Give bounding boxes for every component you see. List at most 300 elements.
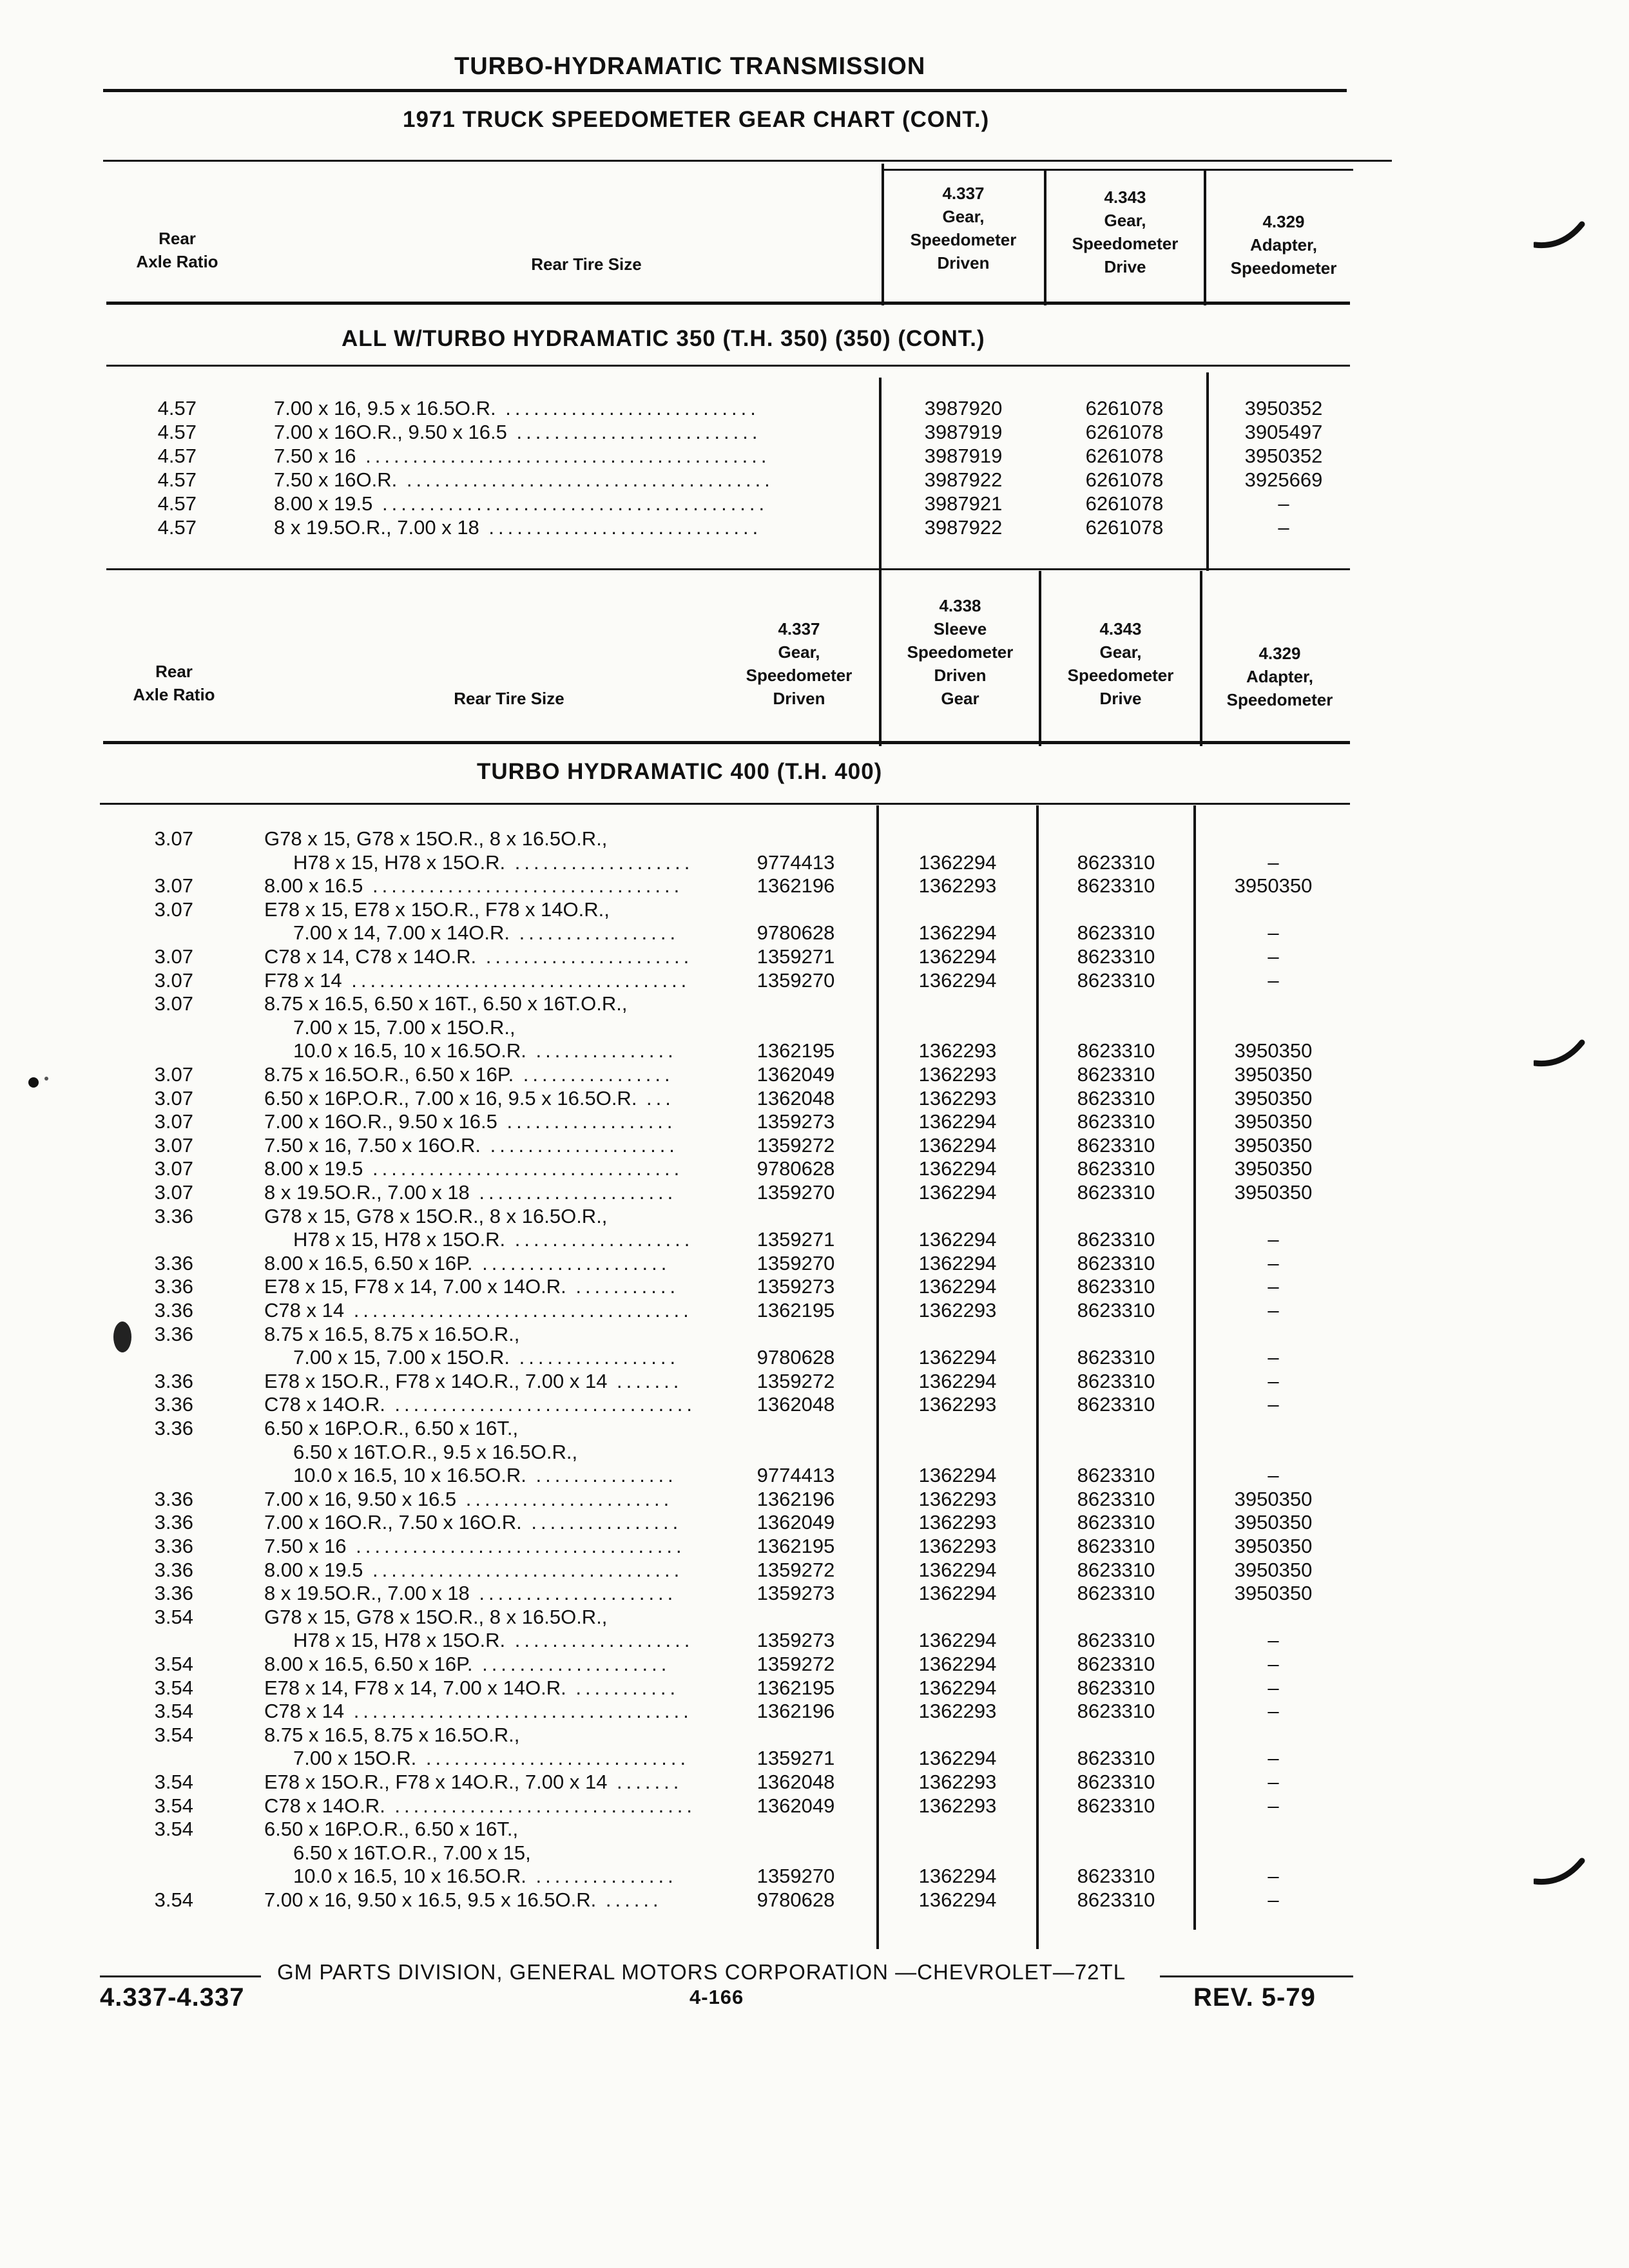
tire-size: 8.75 x 16.5O.R., 6.50 x 16P. ................ <box>264 1063 674 1086</box>
table-row <box>0 1275 1629 1298</box>
speedometer-adapter: – <box>1268 1771 1279 1793</box>
speedometer-driven-gear: 1359270 <box>757 1865 835 1887</box>
sleeve-driven-gear: 1362294 <box>918 921 997 944</box>
speedometer-adapter: – <box>1268 1865 1279 1887</box>
sleeve-driven-gear: 1362293 <box>918 874 997 897</box>
table-row <box>0 1063 1629 1086</box>
table-row <box>0 1110 1629 1133</box>
tire-size: 8 x 19.5O.R., 7.00 x 18 ..................... <box>264 1181 677 1204</box>
leader-dots: ..................... <box>469 1181 677 1204</box>
speedometer-drive-gear: 6261078 <box>1085 445 1164 467</box>
axle-ratio: 3.54 <box>154 1677 193 1699</box>
speedometer-driven-gear: 1362195 <box>757 1299 835 1321</box>
speedometer-drive-gear: 8623310 <box>1077 1370 1155 1392</box>
sleeve-driven-gear: 1362294 <box>918 1252 997 1274</box>
speedometer-adapter: – <box>1268 1370 1279 1392</box>
axle-ratio: 4.57 <box>157 468 197 491</box>
table-row <box>0 1370 1629 1393</box>
speedometer-adapter: 3950350 <box>1234 874 1313 897</box>
sleeve-driven-gear: 1362294 <box>918 1346 997 1369</box>
sleeve-driven-gear: 1362294 <box>918 1747 997 1769</box>
axle-ratio: 3.36 <box>154 1299 193 1321</box>
t2-header-ratio: Rear Axle Ratio <box>133 662 215 704</box>
speedometer-driven-gear: 1359273 <box>757 1110 835 1133</box>
footer-section-code: 4.337-4.337 <box>100 1983 245 2012</box>
axle-ratio: 3.07 <box>154 1134 193 1157</box>
leader-dots: ....................................... <box>397 468 774 491</box>
speedometer-driven-gear: 1359271 <box>757 1747 835 1769</box>
axle-ratio: 3.36 <box>154 1370 193 1392</box>
title-rule <box>103 89 1347 92</box>
tire-size: 7.50 x 16, 7.50 x 16O.R. .................... <box>264 1134 679 1157</box>
speedometer-drive-gear: 8623310 <box>1077 945 1155 968</box>
leader-dots: ............................. <box>479 516 762 539</box>
speedometer-drive-gear: 6261078 <box>1085 421 1164 443</box>
axle-ratio: 3.54 <box>154 1771 193 1793</box>
axle-ratio: 3.54 <box>154 1700 193 1722</box>
table-row <box>0 492 1629 515</box>
tire-size: 8.00 x 16.5, 6.50 x 16P. .................... <box>264 1252 671 1274</box>
leader-dots: ...... <box>596 1888 662 1911</box>
t2-header-adapter: 4.329 Adapter, Speedometer <box>1226 644 1333 709</box>
speedometer-drive-gear: 8623310 <box>1077 1677 1155 1699</box>
t2-header-driven: 4.337 Gear, Speedometer Driven <box>746 619 853 708</box>
tire-size: 6.50 x 16P.O.R., 6.50 x 16T., <box>264 1818 519 1840</box>
table-row <box>0 1134 1629 1157</box>
speedometer-drive-gear: 8623310 <box>1077 1464 1155 1486</box>
sleeve-driven-gear: 1362294 <box>918 1559 997 1581</box>
speedometer-drive-gear: 8623310 <box>1077 1629 1155 1651</box>
speedometer-driven-gear: 1362196 <box>757 1700 835 1722</box>
table-row <box>0 1677 1629 1700</box>
table-row <box>0 468 1629 492</box>
tire-size: 6.50 x 16P.O.R., 6.50 x 16T., <box>264 1417 519 1439</box>
axle-ratio: 3.36 <box>154 1582 193 1604</box>
speedometer-driven-gear: 9780628 <box>757 1888 835 1911</box>
sleeve-driven-gear: 1362294 <box>918 1865 997 1887</box>
sleeve-driven-gear: 1362293 <box>918 1299 997 1321</box>
t1-bottom-rule <box>106 568 1350 570</box>
axle-ratio: 3.54 <box>154 1724 193 1746</box>
speedometer-adapter: – <box>1268 1747 1279 1769</box>
table-row <box>0 1606 1629 1629</box>
axle-ratio: 3.54 <box>154 1794 193 1817</box>
t1-header-tire: Rear Tire Size <box>531 255 642 274</box>
speedometer-driven-gear: 3987919 <box>924 445 1003 467</box>
speedometer-drive-gear: 8623310 <box>1077 1110 1155 1133</box>
table-row-continuation <box>0 1346 1629 1369</box>
speedometer-drive-gear: 8623310 <box>1077 1039 1155 1062</box>
speedometer-adapter: – <box>1268 1228 1279 1251</box>
table-row-continuation <box>0 1629 1629 1652</box>
tire-size: 8.00 x 16.5 ................................. <box>264 874 684 897</box>
footer-page-number: 4-166 <box>689 1986 744 2008</box>
speedometer-drive-gear: 8623310 <box>1077 1559 1155 1581</box>
sleeve-driven-gear: 1362294 <box>918 1888 997 1911</box>
speedometer-driven-gear: 1359273 <box>757 1275 835 1298</box>
axle-ratio: 3.07 <box>154 945 193 968</box>
sleeve-driven-gear: 1362293 <box>918 1393 997 1416</box>
speedometer-adapter: 3905497 <box>1244 421 1323 443</box>
tire-size: 8 x 19.5O.R., 7.00 x 18 ............................. <box>274 516 762 539</box>
leader-dots: ....... <box>607 1370 683 1392</box>
axle-ratio: 3.07 <box>154 992 193 1015</box>
leader-dots: ................................. <box>363 874 684 897</box>
axle-ratio: 4.57 <box>157 516 197 539</box>
leader-dots: ................ <box>514 1063 674 1086</box>
table-row <box>0 1181 1629 1204</box>
speedometer-adapter: – <box>1268 851 1279 874</box>
tire-size: C78 x 14O.R. ................................ <box>264 1794 697 1817</box>
leader-dots: ...................... <box>456 1488 673 1510</box>
speedometer-driven-gear: 1359272 <box>757 1653 835 1675</box>
tire-size: 7.00 x 16O.R., 9.50 x 16.5 .......................... <box>274 421 762 443</box>
sleeve-driven-gear: 1362293 <box>918 1039 997 1062</box>
leader-dots: ................. <box>510 1346 680 1369</box>
speedometer-driven-gear: 1362196 <box>757 874 835 897</box>
subtitle-rule <box>103 160 1392 162</box>
sleeve-driven-gear: 1362293 <box>918 1511 997 1533</box>
t1-header-driven: 4.337 Gear, Speedometer Driven <box>910 184 1017 273</box>
leader-dots: .................................... <box>344 1700 693 1722</box>
speedometer-adapter: – <box>1268 1629 1279 1651</box>
tire-size: 7.50 x 16 ................................... <box>264 1535 686 1557</box>
speedometer-driven-gear: 1359270 <box>757 969 835 992</box>
speedometer-drive-gear: 8623310 <box>1077 1865 1155 1887</box>
sleeve-driven-gear: 1362294 <box>918 1134 997 1157</box>
t2-header-bottom-rule <box>103 741 1350 744</box>
speedometer-adapter: – <box>1268 1794 1279 1817</box>
speedometer-driven-gear: 9780628 <box>757 1157 835 1180</box>
tire-size: 8.00 x 19.5 ................................. <box>264 1157 684 1180</box>
table-row-continuation <box>0 921 1629 945</box>
table-row-continuation <box>0 1747 1629 1770</box>
table-row <box>0 1794 1629 1818</box>
speedometer-adapter: – <box>1268 1275 1279 1298</box>
speedometer-adapter: 3950350 <box>1234 1134 1313 1157</box>
speedometer-adapter: – <box>1268 921 1279 944</box>
sleeve-driven-gear: 1362294 <box>918 1370 997 1392</box>
tire-size: G78 x 15, G78 x 15O.R., 8 x 16.5O.R., <box>264 1205 608 1227</box>
t2-section-rule <box>100 803 1350 805</box>
leader-dots: ................... <box>505 1629 694 1651</box>
speedometer-driven-gear: 1359271 <box>757 945 835 968</box>
tire-size: 7.00 x 14, 7.00 x 14O.R. ................. <box>293 921 680 944</box>
speedometer-drive-gear: 8623310 <box>1077 1771 1155 1793</box>
table-row <box>0 1417 1629 1440</box>
sleeve-driven-gear: 1362293 <box>918 1087 997 1110</box>
speedometer-adapter: – <box>1268 1252 1279 1274</box>
leader-dots: ...................... <box>476 945 693 968</box>
speedometer-driven-gear: 9780628 <box>757 1346 835 1369</box>
table-row <box>0 1205 1629 1228</box>
speedometer-adapter: – <box>1268 1346 1279 1369</box>
table-row <box>0 1488 1629 1511</box>
speedometer-driven-gear: 3987920 <box>924 397 1003 419</box>
speedometer-drive-gear: 8623310 <box>1077 1582 1155 1604</box>
tire-size: G78 x 15, G78 x 15O.R., 8 x 16.5O.R., <box>264 1606 608 1628</box>
tire-size: 7.00 x 16, 9.5 x 16.5O.R. ........................... <box>274 397 760 419</box>
speedometer-adapter: 3950352 <box>1244 445 1323 467</box>
table-row-continuation <box>0 1464 1629 1487</box>
binder-mark-3 <box>1534 1856 1585 1894</box>
tire-size: G78 x 15, G78 x 15O.R., 8 x 16.5O.R., <box>264 827 608 850</box>
table-row <box>0 397 1629 420</box>
table-row-continuation <box>0 1441 1629 1464</box>
speedometer-adapter: – <box>1268 1464 1279 1486</box>
speedometer-adapter: – <box>1268 1888 1279 1911</box>
table-row <box>0 1818 1629 1841</box>
sleeve-driven-gear: 1362294 <box>918 1275 997 1298</box>
speedometer-drive-gear: 8623310 <box>1077 969 1155 992</box>
speedometer-adapter: – <box>1268 969 1279 992</box>
speedometer-driven-gear: 1362048 <box>757 1771 835 1793</box>
tire-size: 7.00 x 16, 9.50 x 16.5 ...................... <box>264 1488 673 1510</box>
speedometer-driven-gear: 9774413 <box>757 1464 835 1486</box>
axle-ratio: 3.36 <box>154 1275 193 1298</box>
speedometer-driven-gear: 1362195 <box>757 1039 835 1062</box>
axle-ratio: 3.36 <box>154 1511 193 1533</box>
table-row <box>0 874 1629 898</box>
tire-size: 7.00 x 15, 7.00 x 15O.R. ................. <box>293 1346 680 1369</box>
axle-ratio: 3.36 <box>154 1205 193 1227</box>
speck-mark-2 <box>106 1314 139 1366</box>
speedometer-adapter: 3950350 <box>1234 1181 1313 1204</box>
sleeve-driven-gear: 1362294 <box>918 945 997 968</box>
speedometer-driven-gear: 1359273 <box>757 1629 835 1651</box>
speedometer-driven-gear: 3987922 <box>924 516 1003 539</box>
leader-dots: .................. <box>497 1110 677 1133</box>
sleeve-driven-gear: 1362293 <box>918 1700 997 1722</box>
table-row <box>0 1535 1629 1558</box>
leader-dots: ..................... <box>469 1582 677 1604</box>
tire-size: E78 x 14, F78 x 14, 7.00 x 14O.R. ........... <box>264 1677 680 1699</box>
tire-size: 10.0 x 16.5, 10 x 16.5O.R. ............... <box>293 1464 677 1486</box>
tire-size: 7.00 x 16O.R., 7.50 x 16O.R. ................ <box>264 1511 682 1533</box>
speedometer-driven-gear: 1362195 <box>757 1677 835 1699</box>
leader-dots: ............... <box>526 1464 677 1486</box>
tire-size: 6.50 x 16P.O.R., 7.00 x 16, 9.5 x 16.5O.R. ... <box>264 1087 675 1110</box>
table-row <box>0 1724 1629 1747</box>
table-row <box>0 1087 1629 1110</box>
tire-size: 8.75 x 16.5, 8.75 x 16.5O.R., <box>264 1724 520 1746</box>
sleeve-driven-gear: 1362293 <box>918 1535 997 1557</box>
leader-dots: .......................... <box>506 421 762 443</box>
speedometer-drive-gear: 8623310 <box>1077 921 1155 944</box>
table-row-continuation <box>0 851 1629 874</box>
tire-size: 7.50 x 16O.R. ....................................... <box>274 468 774 491</box>
table-row <box>0 945 1629 968</box>
t1-header-bottom-rule <box>106 302 1350 305</box>
leader-dots: ......................................... <box>372 492 769 515</box>
speedometer-drive-gear: 8623310 <box>1077 1252 1155 1274</box>
table-row <box>0 898 1629 921</box>
tire-size: C78 x 14 .................................... <box>264 1299 693 1321</box>
speedometer-adapter: – <box>1278 492 1289 515</box>
tire-size: H78 x 15, H78 x 15O.R. ................... <box>293 851 694 874</box>
footer-publisher: GM PARTS DIVISION, GENERAL MOTORS CORPORATION —CHEVROLET—72TL <box>277 1960 1126 1984</box>
table-row <box>0 1157 1629 1180</box>
tire-size: 10.0 x 16.5, 10 x 16.5O.R. ............... <box>293 1865 677 1887</box>
axle-ratio: 3.54 <box>154 1606 193 1628</box>
axle-ratio: 3.36 <box>154 1393 193 1416</box>
table-row <box>0 1393 1629 1416</box>
speedometer-drive-gear: 8623310 <box>1077 1653 1155 1675</box>
leader-dots: ............... <box>526 1865 677 1887</box>
speedometer-drive-gear: 8623310 <box>1077 1275 1155 1298</box>
speedometer-driven-gear: 1362195 <box>757 1535 835 1557</box>
speedometer-driven-gear: 1359270 <box>757 1181 835 1204</box>
leader-dots: ............................ <box>416 1747 690 1769</box>
speedometer-drive-gear: 8623310 <box>1077 1888 1155 1911</box>
speedometer-driven-gear: 9780628 <box>757 921 835 944</box>
sleeve-driven-gear: 1362294 <box>918 1677 997 1699</box>
tire-size: C78 x 14O.R. ................................ <box>264 1393 697 1416</box>
speedometer-drive-gear: 8623310 <box>1077 874 1155 897</box>
table-row-continuation <box>0 1228 1629 1251</box>
sleeve-driven-gear: 1362293 <box>918 1771 997 1793</box>
table-row-continuation <box>0 1841 1629 1865</box>
tire-size: 7.00 x 15, 7.00 x 15O.R., <box>293 1016 516 1039</box>
t1-section-rule <box>106 365 1350 367</box>
t1-section-title: ALL W/TURBO HYDRAMATIC 350 (T.H. 350) (350) (CONT.) <box>342 326 985 351</box>
axle-ratio: 3.36 <box>154 1535 193 1557</box>
speedometer-adapter: – <box>1268 1653 1279 1675</box>
speedometer-driven-gear: 3987922 <box>924 468 1003 491</box>
tire-size: F78 x 14 .................................... <box>264 969 691 992</box>
table-row <box>0 1700 1629 1723</box>
speedometer-driven-gear: 1359272 <box>757 1134 835 1157</box>
table-row <box>0 1511 1629 1534</box>
speedometer-drive-gear: 8623310 <box>1077 1700 1155 1722</box>
speedometer-adapter: 3950350 <box>1234 1511 1313 1533</box>
axle-ratio: 3.07 <box>154 827 193 850</box>
sleeve-driven-gear: 1362293 <box>918 1063 997 1086</box>
speedometer-driven-gear: 1362049 <box>757 1063 835 1086</box>
speedometer-adapter: – <box>1268 1393 1279 1416</box>
speedometer-adapter: 3950350 <box>1234 1110 1313 1133</box>
leader-dots: ................................... <box>346 1535 686 1557</box>
leader-dots: ........................................... <box>356 445 771 467</box>
t1-header-drive: 4.343 Gear, Speedometer Drive <box>1072 187 1179 276</box>
table-row <box>0 1653 1629 1676</box>
page-title: TURBO-HYDRAMATIC TRANSMISSION <box>454 53 926 80</box>
tire-size: 7.50 x 16 ........................................... <box>274 445 771 467</box>
tire-size: C78 x 14, C78 x 14O.R. ...................... <box>264 945 693 968</box>
tire-size: E78 x 15, F78 x 14, 7.00 x 14O.R. ........... <box>264 1275 680 1298</box>
speedometer-adapter: 3950350 <box>1234 1063 1313 1086</box>
leader-dots: ................................ <box>385 1393 697 1416</box>
tire-size: 7.00 x 16, 9.50 x 16.5, 9.5 x 16.5O.R. ...... <box>264 1888 662 1911</box>
table-row <box>0 1252 1629 1275</box>
axle-ratio: 3.36 <box>154 1417 193 1439</box>
leader-dots: ................................. <box>363 1559 684 1581</box>
tire-size: C78 x 14 .................................... <box>264 1700 693 1722</box>
sleeve-driven-gear: 1362294 <box>918 1653 997 1675</box>
speedometer-adapter: 3950350 <box>1234 1488 1313 1510</box>
table-row <box>0 1888 1629 1912</box>
tire-size: 6.50 x 16T.O.R., 9.5 x 16.5O.R., <box>293 1441 578 1463</box>
axle-ratio: 3.54 <box>154 1653 193 1675</box>
speedometer-adapter: 3950350 <box>1234 1559 1313 1581</box>
tire-size: 8.00 x 19.5 ................................. <box>264 1559 684 1581</box>
tire-size: 6.50 x 16T.O.R., 7.00 x 15, <box>293 1841 531 1864</box>
speedometer-drive-gear: 8623310 <box>1077 1087 1155 1110</box>
leader-dots: ........................... <box>496 397 760 419</box>
axle-ratio: 3.36 <box>154 1488 193 1510</box>
tire-size: E78 x 15, E78 x 15O.R., F78 x 14O.R., <box>264 898 610 921</box>
speedometer-drive-gear: 8623310 <box>1077 851 1155 874</box>
binder-mark-1 <box>1534 219 1585 258</box>
axle-ratio: 3.07 <box>154 1087 193 1110</box>
tire-size: E78 x 15O.R., F78 x 14O.R., 7.00 x 14 ....... <box>264 1370 683 1392</box>
speck-mark-1 <box>24 1070 57 1095</box>
table-row <box>0 1323 1629 1346</box>
sleeve-driven-gear: 1362293 <box>918 1794 997 1817</box>
speedometer-drive-gear: 6261078 <box>1085 492 1164 515</box>
speedometer-adapter: 3950350 <box>1234 1157 1313 1180</box>
leader-dots: ................................. <box>363 1157 684 1180</box>
t2-header-tire: Rear Tire Size <box>454 689 564 708</box>
speedometer-driven-gear: 3987919 <box>924 421 1003 443</box>
sleeve-driven-gear: 1362294 <box>918 1582 997 1604</box>
leader-dots: .................... <box>472 1252 671 1274</box>
axle-ratio: 3.54 <box>154 1818 193 1840</box>
axle-ratio: 3.36 <box>154 1559 193 1581</box>
table-row <box>0 516 1629 539</box>
table-row <box>0 1299 1629 1322</box>
tire-size: 8.75 x 16.5, 6.50 x 16T., 6.50 x 16T.O.R., <box>264 992 628 1015</box>
speedometer-adapter: – <box>1268 1299 1279 1321</box>
speedometer-adapter: 3950350 <box>1234 1535 1313 1557</box>
speedometer-driven-gear: 1359272 <box>757 1370 835 1392</box>
t2-section-title: TURBO HYDRAMATIC 400 (T.H. 400) <box>477 759 883 784</box>
speedometer-drive-gear: 6261078 <box>1085 516 1164 539</box>
axle-ratio: 4.57 <box>157 445 197 467</box>
leader-dots: ........... <box>566 1275 680 1298</box>
axle-ratio: 3.36 <box>154 1323 193 1345</box>
axle-ratio: 4.57 <box>157 397 197 419</box>
table-row <box>0 421 1629 444</box>
t1-header-top-rule <box>883 169 1353 171</box>
table-row-continuation <box>0 1865 1629 1888</box>
speedometer-drive-gear: 8623310 <box>1077 1157 1155 1180</box>
table-row <box>0 1559 1629 1582</box>
speedometer-adapter: 3925669 <box>1244 468 1323 491</box>
t1-header-adapter: 4.329 Adapter, Speedometer <box>1230 212 1337 278</box>
speedometer-adapter: – <box>1268 1677 1279 1699</box>
axle-ratio: 3.07 <box>154 1157 193 1180</box>
sleeve-driven-gear: 1362293 <box>918 1488 997 1510</box>
sleeve-driven-gear: 1362294 <box>918 1629 997 1651</box>
leader-dots: ................................ <box>385 1794 697 1817</box>
speedometer-driven-gear: 1359273 <box>757 1582 835 1604</box>
leader-dots: .................................... <box>344 1299 693 1321</box>
speedometer-adapter: 3950350 <box>1234 1039 1313 1062</box>
speedometer-driven-gear: 1362049 <box>757 1511 835 1533</box>
tire-size: 10.0 x 16.5, 10 x 16.5O.R. ............... <box>293 1039 677 1062</box>
leader-dots: .................................... <box>342 969 691 992</box>
table-row <box>0 1582 1629 1605</box>
speedometer-drive-gear: 8623310 <box>1077 1747 1155 1769</box>
speedometer-drive-gear: 8623310 <box>1077 1488 1155 1510</box>
axle-ratio: 4.57 <box>157 421 197 443</box>
axle-ratio: 3.07 <box>154 1181 193 1204</box>
axle-ratio: 3.54 <box>154 1888 193 1911</box>
leader-dots: ................... <box>505 1228 694 1251</box>
speedometer-driven-gear: 1359270 <box>757 1252 835 1274</box>
speedometer-driven-gear: 1362048 <box>757 1393 835 1416</box>
